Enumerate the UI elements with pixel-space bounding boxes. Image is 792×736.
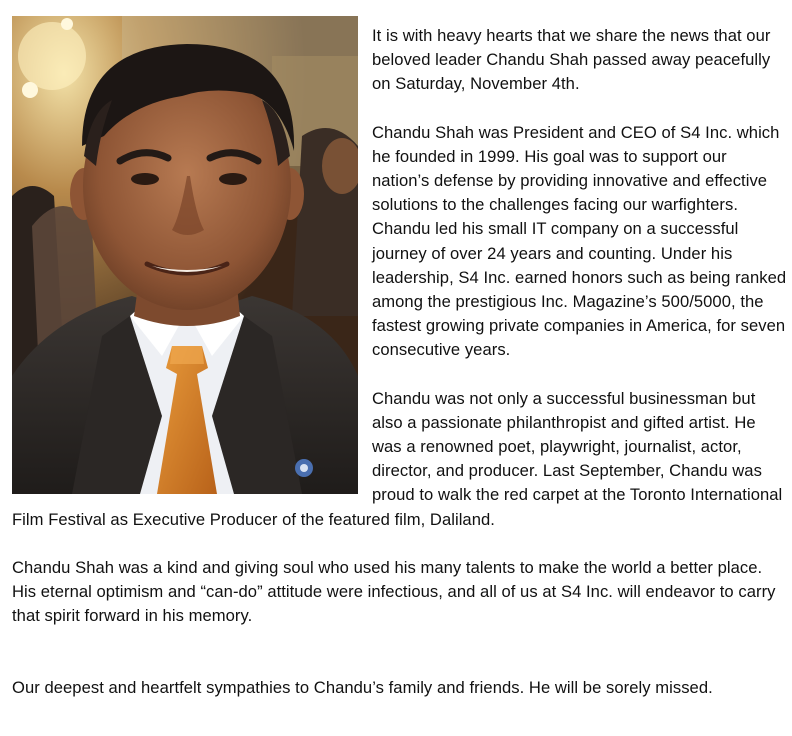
paragraph-character: Chandu Shah was a kind and giving soul who used his many talents to make the world a better place. His eternal optimism and “can-do” attitude were infectious, and all of us at S4 Inc. will endeavor to carry that spirit forward in his memory. [12, 557, 776, 626]
paragraph-artistry: Chandu was not only a successful businessman but also a passionate philanthropist and gifted artist. He was a renowned poet, playwright, journalist, actor, director, and producer. Last September, Chandu was proud to walk the red carpet at the Toronto International Film Festival as Executive Producer of the featured film, Daliland. [12, 388, 783, 529]
photo-spacer [12, 24, 370, 496]
paragraph-career: Chandu Shah was President and CEO of S4 Inc. which he founded in 1999. His goal was to support our nation’s defense by providing innovative and effective solutions to the challenges facing our warfighters. Chandu led his small IT company on a successful journey of over 24 years and counting. Under his leadership, S4 Inc. earned honors such as being ranked among the prestigious Inc. Magazine’s 500/5000, the fastest growing private companies in America, for seven consecutive years. [372, 122, 787, 360]
announcement-text [12, 24, 788, 701]
paragraph-announcement: It is with heavy hearts that we share the news that our beloved leader Chandu Shah passed away peacefully on Saturday, November 4th. [372, 26, 771, 94]
paragraph-sympathies: Our deepest and heartfelt sympathies to Chandu’s family and friends. He will be sorely missed. [12, 678, 713, 698]
